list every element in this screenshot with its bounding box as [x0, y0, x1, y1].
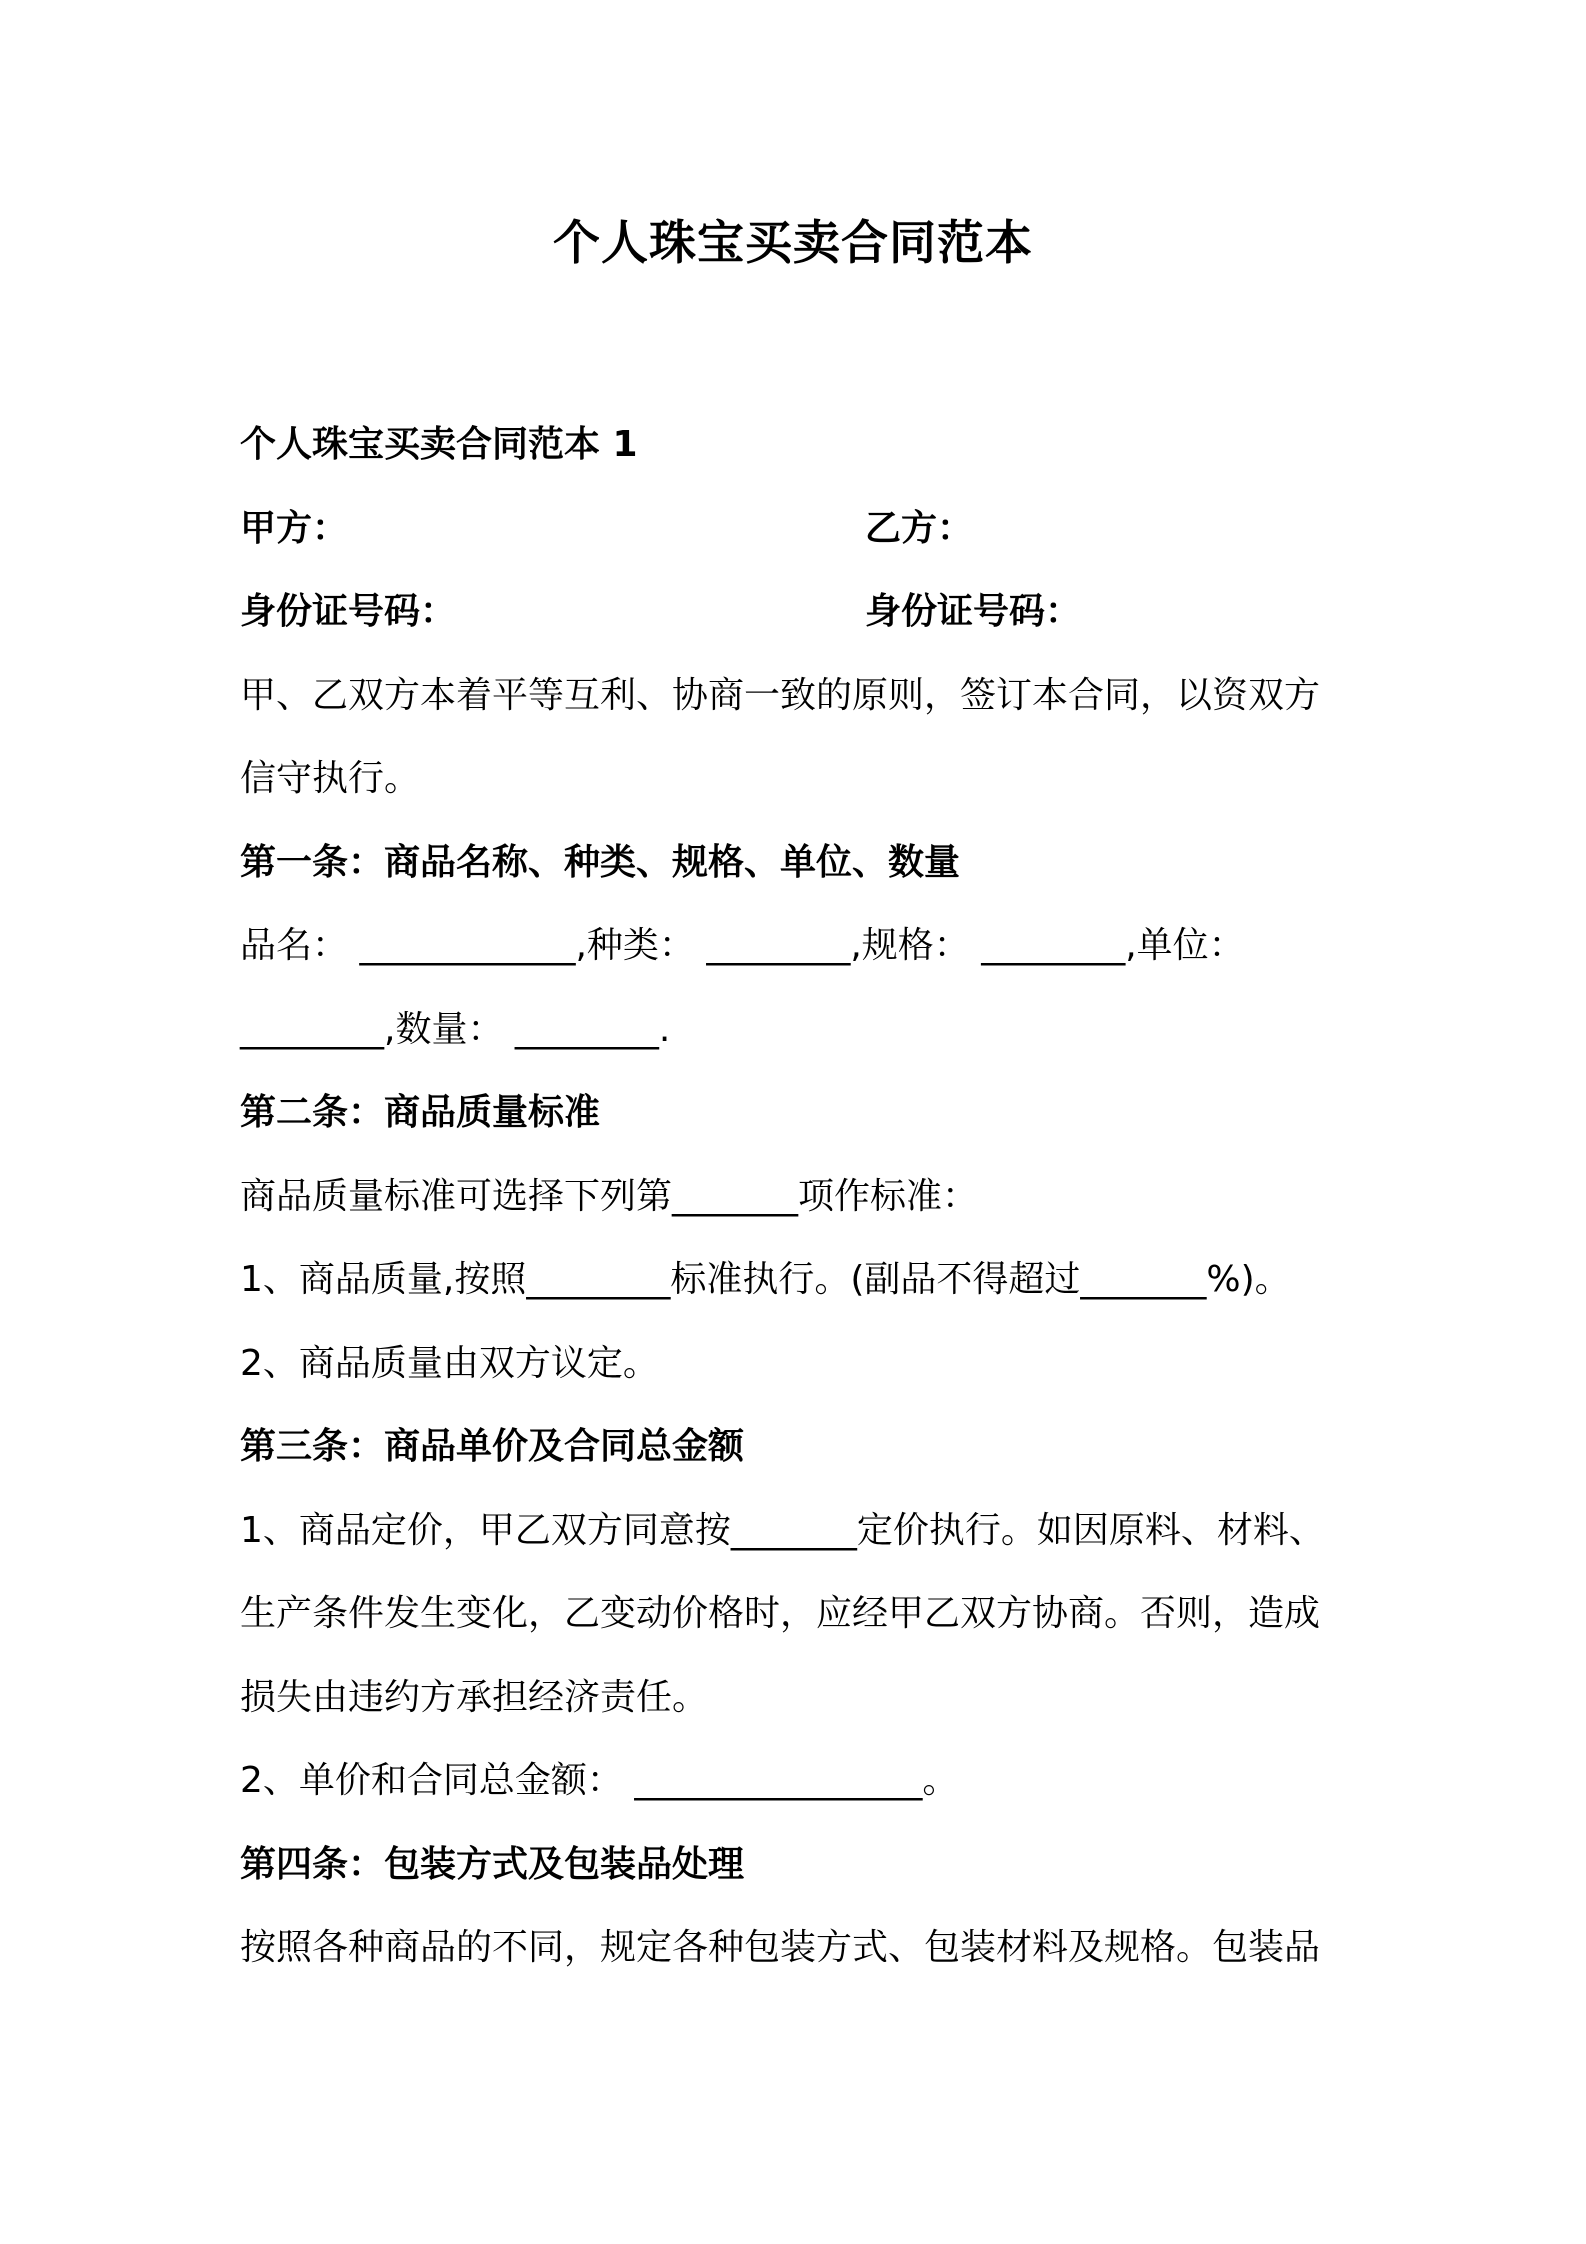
- clause-3-heading: 第三条：商品单价及合同总金额: [240, 1426, 745, 1467]
- contract-body: [240, 403, 1358, 1990]
- clause-1-blanks-line-2: ________,数量： ________.: [240, 1008, 671, 1050]
- clause-3-item-2: 2、单价和合同总金额： ________________。: [240, 1760, 959, 1801]
- id-number-labels-row: [240, 570, 1358, 654]
- clause-2-intro-line: 商品质量标准可选择下列第_______项作标准：: [240, 1175, 979, 1217]
- party-a-label: 甲方：: [240, 507, 349, 549]
- contract-subtitle: 个人珠宝买卖合同范本 1: [240, 424, 638, 465]
- clause-4-heading: 第四条：包装方式及包装品处理: [240, 1843, 745, 1885]
- clause-3-item-1-line-1: 1、商品定价，甲乙双方同意按_______定价执行。如因原料、材料、: [240, 1509, 1325, 1551]
- party-labels-row: [240, 487, 1358, 571]
- clause-1-heading: 第一条：商品名称、种类、规格、单位、数量: [240, 841, 961, 883]
- clause-4-intro-line: 按照各种商品的不同，规定各种包装方式、包装材料及规格。包装品: [240, 1927, 1321, 1968]
- party-b-label: 乙方：: [865, 507, 974, 549]
- clause-2-item-1: 1、商品质量,按照________标准执行。(副品不得超过_______%)。: [240, 1259, 1291, 1300]
- clause-1-blanks-line-1: 品名： ____________,种类： ________,规格： ________,单位：: [240, 925, 1245, 966]
- page-title: 个人珠宝买卖合同范本: [553, 216, 1033, 271]
- clause-3-item-1-line-2: 生产条件发生变化，乙变动价格时，应经甲乙双方协商。否则，造成: [240, 1593, 1321, 1634]
- clause-2-item-2: 2、商品质量由双方议定。: [240, 1342, 659, 1384]
- preamble-line-2: 信守执行。: [240, 758, 421, 799]
- clause-3-item-1-line-3: 损失由违约方承担经济责任。: [240, 1676, 709, 1718]
- preamble-line-1: 甲、乙双方本着平等互利、协商一致的原则，签订本合同，以资双方: [240, 674, 1321, 716]
- clause-2-heading: 第二条：商品质量标准: [240, 1092, 601, 1133]
- party-a-id-label: 身份证号码：: [240, 591, 457, 632]
- party-b-id-label: 身份证号码：: [865, 591, 1082, 632]
